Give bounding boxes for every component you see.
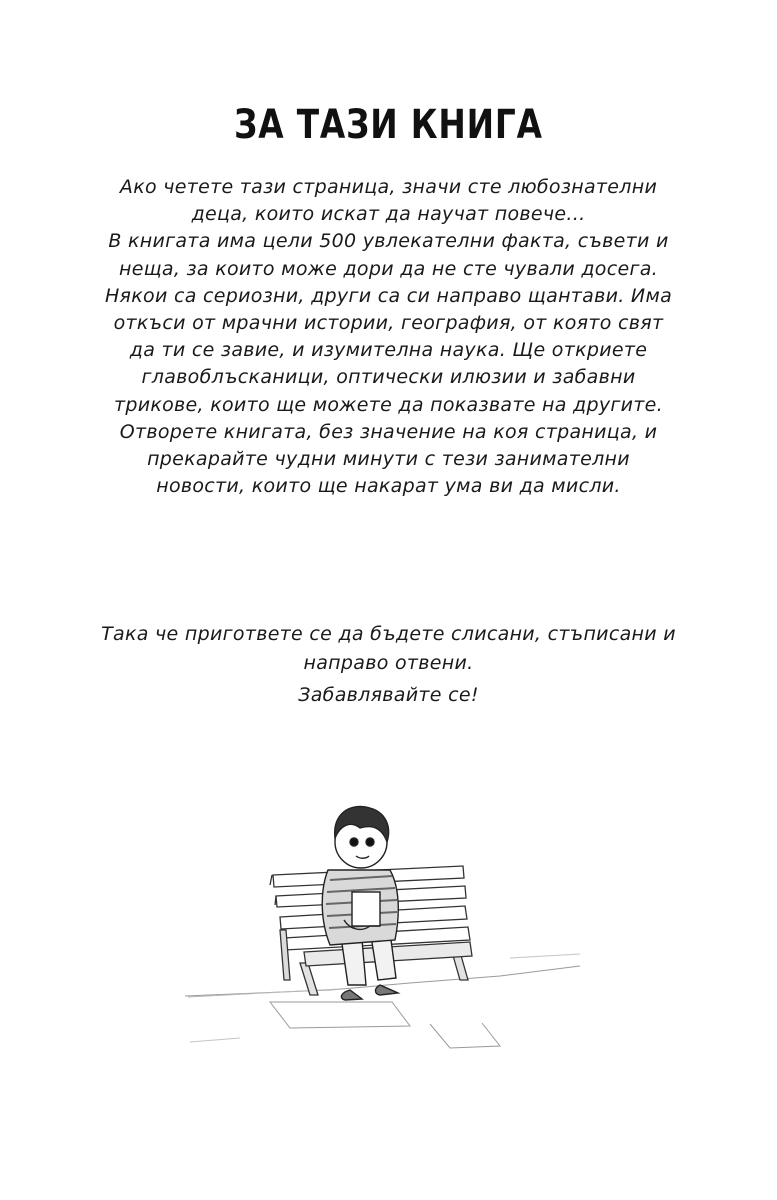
intro-paragraph: В книгата има цели 500 увлекателни факта, съвети и неща, за които може дори да не сте чували досега. Някои са сериозни, други са си направо щантави. Има откъси от мрачни истории, география, от която свят да ти се завие, и изумителна наука. Ще откриете главоблъсканици, оптически илюзии и забавни трикове, които ще можете да показвате на другите. Отворете книгата, без значение на коя страница, и прекарайте чудни минути с тези занимателни новости, които ще накарат ума ви да мисли. xyxy=(104,230,673,498)
intro-text xyxy=(100,174,677,500)
intro-paragraph: Ако четете тази страница, значи сте любознателни деца, които искат да научат повече... xyxy=(119,176,658,226)
page-title: ЗА ТАЗИ КНИГА xyxy=(234,102,543,148)
boy xyxy=(322,806,398,1000)
closing-text xyxy=(100,620,677,710)
closing-paragraph: Така че пригответе се да бъдете слисани, стъписани и направо отвени. xyxy=(101,623,676,674)
boy-on-bench-illustration xyxy=(180,780,600,1070)
closing-cheer: Забавлявайте се! xyxy=(298,684,479,706)
